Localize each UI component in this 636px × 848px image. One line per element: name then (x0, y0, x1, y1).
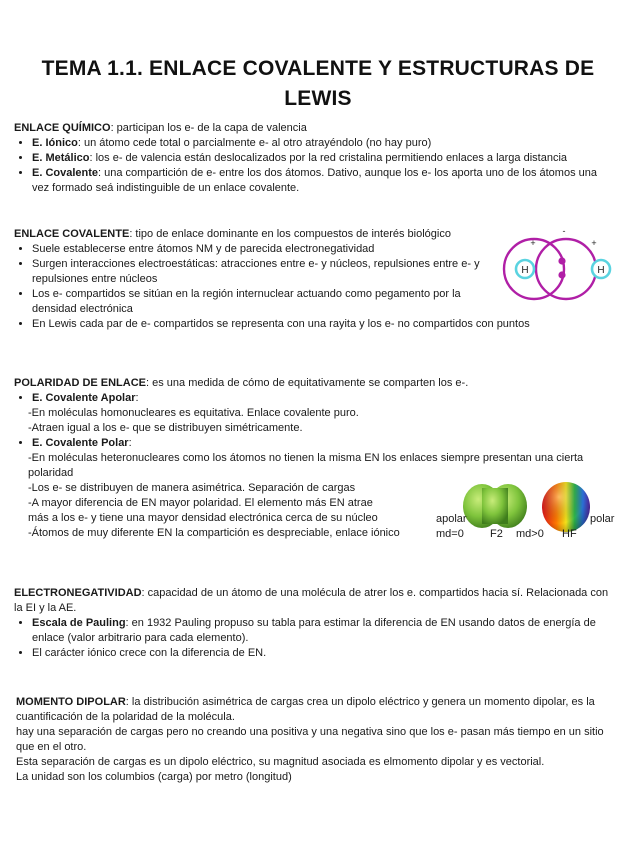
shared-electron (558, 257, 565, 264)
section-intro: MOMENTO DIPOLAR: la distribución asimétrica de cargas crea un dipolo eléctrico y genera un momento dipolar, es la cuantificación de la polaridad de la molécula. (16, 696, 595, 723)
list-item: • E. Iónico: un átomo cede total o parcialmente e- al otro atrayéndolo (no hay puro) (32, 136, 614, 151)
label-f2: F2 (490, 528, 503, 540)
apolar-details: -En moléculas homonucleares es equitativa. Enlace covalente puro. -Atraen igual a los e- que se distribuyen simétricamente. (28, 407, 359, 434)
label-md0: md=0 (436, 528, 464, 540)
page-title: TEMA 1.1. ENLACE COVALENTE Y ESTRUCTURAS DE LEWIS (41, 57, 595, 111)
h2-bond-diagram (498, 226, 628, 310)
section-momento-dipolar (16, 695, 614, 785)
list-item: • E. Metálico: los e- de valencia están deslocalizados por la red cristalina permitiendo enlaces a larga distancia (32, 151, 614, 166)
section-term: ENLACE QUÍMICO (14, 122, 111, 134)
list-item: • Los e- compartidos se sitúan en la región internuclear actuando como pegamento por la densidad electrónica (32, 287, 504, 317)
section-term: POLARIDAD DE ENLACE (14, 377, 147, 389)
paragraph-line: La unidad son los columbios (carga) por metro (longitud) (16, 771, 292, 783)
list-item: • Escala de Pauling: en 1932 Pauling propuso su tabla para estimar la diferencia de EN usando datos de energía de enlace (valor arbitrario para cada elemento). (32, 616, 614, 646)
section-intro: POLARIDAD DE ENLACE: es una medida de cómo de equitativamente se comparten los e-. (14, 377, 469, 389)
section-enlace-covalente (14, 227, 530, 332)
section-electronegatividad (14, 586, 614, 661)
atom-label-left: H (521, 265, 529, 276)
hf-polar-molecule-figure (540, 480, 596, 534)
polar-details: -En moléculas heteronucleares como los átomos no tienen la misma EN los enlaces siempre presentan una cierta polaridad -Los e- se distribuyen de manera asimétrica. Separación de cargas -A mayor diferencia de EN mayor polaridad. El elemento más EN atrae más a los e- y tiene una mayor densidad electrónica cerca de su núcleo -Átomos de muy diferente EN la compartición es despreciable, enlace iónico (28, 452, 584, 539)
charge-left: + (530, 238, 536, 248)
label-polar: polar (590, 513, 615, 525)
section-term: ELECTRONEGATIVIDAD (14, 587, 142, 599)
section-intro: ELECTRONEGATIVIDAD: capacidad de un átomo de una molécula de atrer los e. compartidos hacia sí. Relacionada con la EI y la AE. (14, 587, 609, 614)
paragraph-line: Esta separación de cargas es un dipolo eléctrico, su magnitud asociada es elmomento dipolar y es vectorial. (16, 756, 545, 768)
section-intro: ENLACE QUÍMICO: participan los e- de la capa de valencia (14, 122, 307, 134)
section-term: MOMENTO DIPOLAR (16, 696, 126, 708)
shared-electron (558, 271, 565, 278)
bullet-list (14, 136, 614, 196)
f2-apolar-molecule-figure (462, 480, 528, 532)
label-apolar: apolar (436, 513, 467, 525)
list-item: • Suele establecerse entre átomos NM y de parecida electronegatividad (32, 242, 504, 257)
bullet-list (14, 616, 614, 661)
list-item: • El carácter iónico crece con la diferencia de EN. (32, 646, 614, 661)
bullet-list (14, 391, 614, 406)
list-item: • E. Covalente: una compartición de e- entre los dos átomos. Dativo, aunque los e- los aporta uno de los átomos una vez formado seá indistinguible de un enlace covalente. (32, 166, 614, 196)
bullet-list (14, 436, 614, 451)
atom-orbit-right (536, 239, 596, 299)
bullet-list (14, 242, 530, 332)
charge-right: + (591, 238, 597, 248)
label-hf: HF (562, 528, 577, 540)
list-item: • En Lewis cada par de e- compartidos se representa con una rayita y los e- no compartidos con puntos (32, 317, 562, 332)
list-item: • Surgen interacciones electroestáticas: atracciones entre e- y núcleos, repulsiones entre e- y repulsiones entre núcleos (32, 257, 504, 287)
paragraph-line: hay una separación de cargas pero no creando una positiva y una negativa sino que los e- pasan más tiempo en un sitio que en el otro. (16, 726, 604, 753)
list-item: • E. Covalente Polar: (32, 436, 614, 451)
label-md-positive: md>0 (516, 528, 544, 540)
section-intro: ENLACE COVALENTE: tipo de enlace dominante en los compuestos de interés biológico (14, 228, 451, 240)
section-term: ENLACE COVALENTE (14, 228, 130, 240)
section-enlace-quimico (14, 121, 614, 196)
atom-label-right: H (597, 265, 605, 276)
list-item: • E. Covalente Apolar: (32, 391, 614, 406)
charge-top: - (562, 226, 566, 236)
